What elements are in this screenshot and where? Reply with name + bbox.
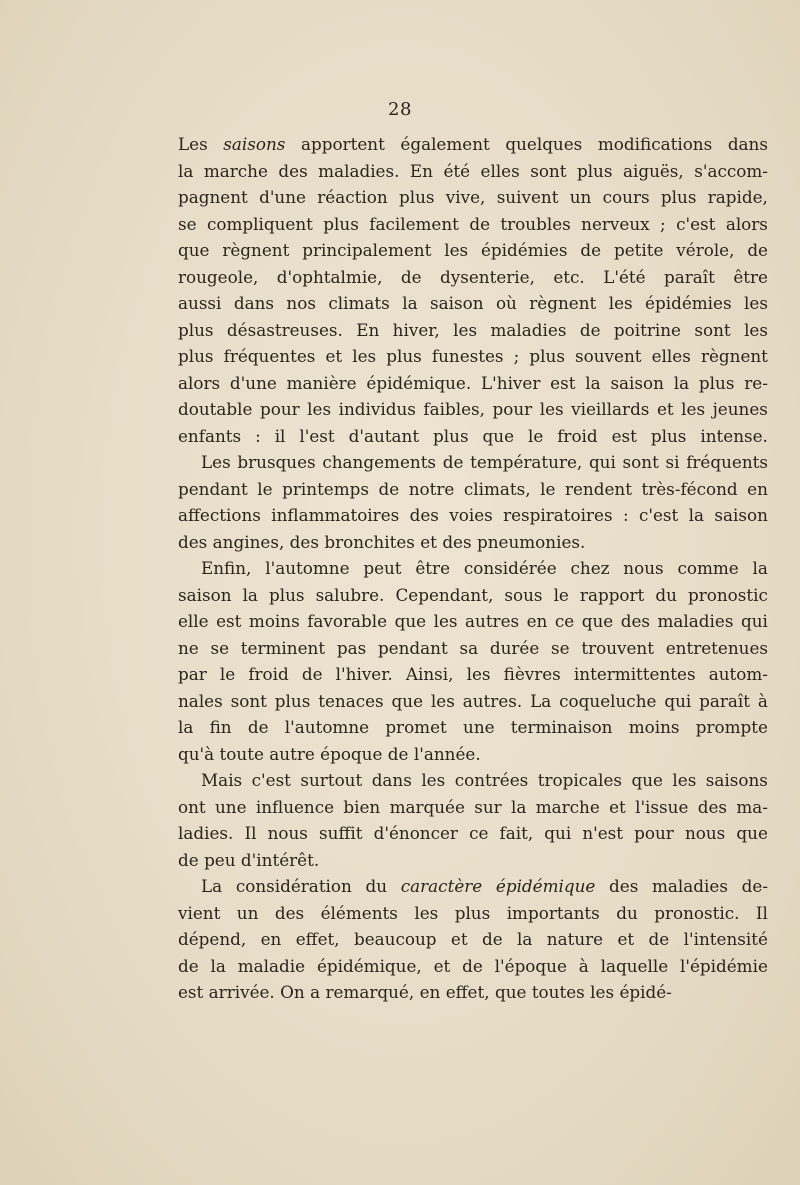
- text-line: rougeole, d'ophtalmie, de dysenterie, etc. L'été paraît être: [178, 266, 768, 287]
- text-line: elle est moins favorable que les autres en ce que des maladies qui: [178, 611, 768, 631]
- text-line: pendant le printemps de notre climats, le rendent très-fécond en: [178, 478, 768, 499]
- text-line: de peu d'intérêt.: [178, 849, 320, 870]
- text-line: se compliquent plus facilement de troubles nerveux ; c'est alors: [178, 213, 768, 234]
- text-line: plus désastreuses. En hiver, les maladies de poitrine sont les: [178, 319, 768, 340]
- text-line: dépend, en effet, beaucoup et de la nature et de l'intensité: [178, 929, 768, 949]
- text-line: Les saisons apportent également quelques modifications dans: [178, 134, 768, 154]
- body-text: [178, 131, 768, 1006]
- text-line: enfants : il l'est d'autant plus que le froid est plus intense.: [178, 425, 768, 446]
- text-line: par le froid de l'hiver. Ainsi, les fièvres intermittentes autom-: [178, 664, 768, 684]
- text-line: aussi dans nos climats la saison où règnent les épidémies les: [178, 293, 768, 313]
- text-line: Les brusques changements de température, qui sont si fréquents: [201, 452, 768, 472]
- text-line: saison la plus salubre. Cependant, sous le rapport du pronostic: [178, 584, 768, 605]
- text-line: des angines, des bronchites et des pneumonies.: [178, 531, 586, 552]
- text-line: La considération du caractère épidémique des maladies de-: [201, 876, 768, 896]
- page-number: 28: [388, 99, 412, 120]
- text-line: qu'à toute autre époque de l'année.: [178, 743, 481, 764]
- text-line: ladies. Il nous suffit d'énoncer ce fait, qui n'est pour nous que: [178, 823, 768, 843]
- text-line: la fin de l'automne promet une terminaison moins prompte: [178, 717, 768, 737]
- text-line: est arrivée. On a remarqué, en effet, que toutes les épidé-: [178, 982, 672, 1002]
- text-line: nales sont plus tenaces que les autres. La coqueluche qui paraît à: [178, 690, 768, 711]
- text-line: vient un des éléments les plus importants du pronostic. Il: [178, 902, 768, 923]
- text-line: la marche des maladies. En été elles sont plus aiguës, s'accom-: [178, 160, 768, 181]
- text-line: ont une influence bien marquée sur la marche et l'issue des ma-: [178, 796, 768, 817]
- text-line: Enfin, l'automne peut être considérée chez nous comme la: [201, 558, 768, 578]
- text-line: pagnent d'une réaction plus vive, suivent un cours plus rapide,: [178, 187, 768, 207]
- text-line: Mais c'est surtout dans les contrées tropicales que les saisons: [201, 770, 768, 790]
- text-line: de la maladie épidémique, et de l'époque à laquelle l'épidémie: [178, 955, 768, 976]
- text-line: affections inflammatoires des voies respiratoires : c'est la saison: [178, 505, 768, 525]
- text-line: ne se terminent pas pendant sa durée se trouvent entretenues: [178, 637, 768, 658]
- text-line: alors d'une manière épidémique. L'hiver est la saison la plus re-: [178, 372, 768, 393]
- text-line: doutable pour les individus faibles, pour les vieillards et les jeunes: [178, 399, 768, 419]
- text-line: que règnent principalement les épidémies de petite vérole, de: [178, 240, 768, 260]
- text-line: plus fréquentes et les plus funestes ; plus souvent elles règnent: [178, 346, 768, 366]
